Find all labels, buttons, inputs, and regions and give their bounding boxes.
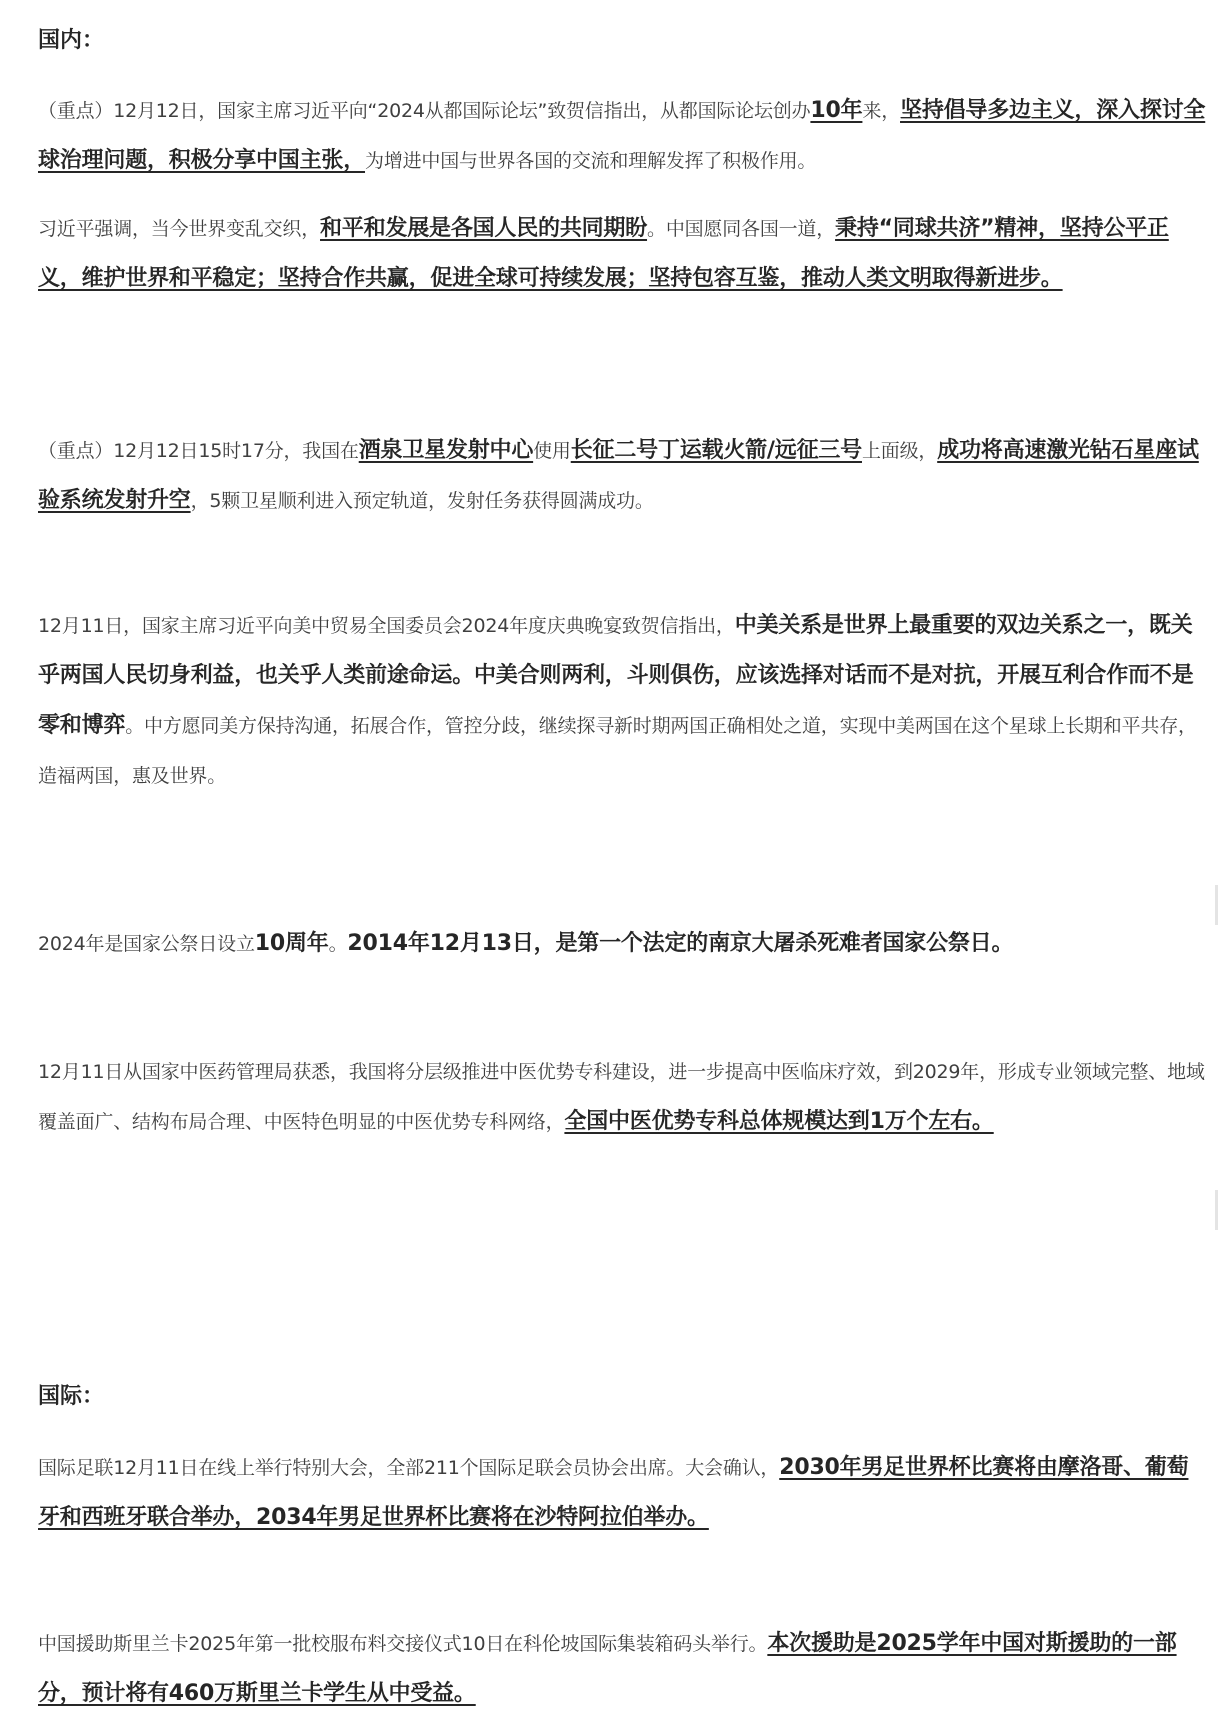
text-segment: 上面级， — [861, 440, 938, 462]
emphasis-underlined: 长征二号丁运载火箭/远征三号 — [570, 438, 862, 463]
section-heading-domestic: 国内： — [38, 28, 105, 53]
emphasis-underlined: 和平和发展是各国人民的共同期盼 — [320, 216, 648, 241]
emphasis-underlined: 秉持“同球共济”精神，坚持公平正义，维护世界和平稳定；坚持合作共赢，促进全球可持续发展；坚持包容互鉴，推动人类文明取得新进步。 — [38, 216, 1169, 291]
text-segment: 12月11日，国家主席习近平向美中贸易全国委员会2024年度庆典晚宴致贺信指出， — [38, 615, 735, 637]
news-item-8 — [38, 1619, 1210, 1719]
news-item-1 — [38, 86, 1210, 186]
emphasis-bold: 2014年12月13日，是第一个法定的南京大屠杀死难者国家公祭日。 — [347, 931, 1014, 956]
emphasis-bold: 中美关系是世界上最重要的双边关系之一，既关乎两国人民切身利益，也关乎人类前途命运。中美合则两利，斗则俱伤，应该选择对话而不是对抗，开展互利合作而不是零和博弈 — [38, 613, 1194, 738]
text-segment: 。中国愿同各国一道， — [647, 218, 836, 240]
news-item-6 — [38, 1047, 1210, 1147]
news-item-7 — [38, 1443, 1210, 1543]
text-segment: ，5颗卫星顺利进入预定轨道，发射任务获得圆满成功。 — [190, 490, 654, 512]
text-segment: 。中方愿同美方保持沟通，拓展合作，管控分歧，继续探寻新时期两国正确相处之道，实现中美两国在这个星球上长期和平共存，造福两国，惠及世界。 — [38, 715, 1197, 787]
section-heading-international: 国际： — [38, 1384, 105, 1409]
text-segment: 为增进中国与世界各国的交流和理解发挥了积极作用。 — [365, 150, 817, 172]
text-segment: 来， — [862, 100, 901, 122]
news-item-2 — [38, 204, 1210, 304]
emphasis-underlined: 2030年男足世界杯比赛将由摩洛哥、葡萄牙和西班牙联合举办，2034年男足世界杯比赛将在沙特阿拉伯举办。 — [38, 1455, 1189, 1530]
text-segment: 习近平强调，当今世界变乱交织， — [38, 218, 321, 240]
emphasis-underlined: 酒泉卫星发射中心 — [358, 438, 534, 463]
text-segment: 。 — [328, 933, 348, 955]
text-segment: （重点）12月12日，国家主席习近平向“2024从都国际论坛”致贺信指出，从都国际论坛创办 — [38, 100, 811, 122]
news-item-5 — [38, 919, 1210, 969]
emphasis-underlined: 10年 — [810, 98, 863, 123]
text-segment: 2024年是国家公祭日设立 — [38, 933, 255, 955]
text-segment: 12月11日从国家中医药管理局获悉，我国将分层级推进中医优势专科建设，进一步提高中医临床疗效，到2029年，形成专业领域完整、地域覆盖面广、结构布局合理、中医特色明显的中医优势专科网络， — [38, 1061, 1205, 1133]
text-segment: （重点）12月12日15时17分，我国在 — [38, 440, 359, 462]
news-item-4 — [38, 601, 1210, 801]
news-item-3 — [38, 426, 1210, 526]
emphasis-bold: 10周年 — [254, 931, 329, 956]
text-segment: 中国援助斯里兰卡2025年第一批校服布料交接仪式10日在科伦坡国际集装箱码头举行。 — [38, 1633, 768, 1655]
text-segment: 使用 — [533, 440, 571, 462]
text-segment: 国际足联12月11日在线上举行特别大会，全部211个国际足联会员协会出席。大会确认， — [38, 1457, 780, 1479]
emphasis-underlined: 全国中医优势专科总体规模达到1万个左右。 — [564, 1109, 994, 1134]
emphasis-underlined: 坚持倡导多边主义，深入探讨全球治理问题，积极分享中国主张， — [38, 98, 1206, 173]
emphasis-underlined: 本次援助是2025学年中国对斯援助的一部分，预计将有460万斯里兰卡学生从中受益。 — [38, 1631, 1177, 1706]
emphasis-underlined: 成功将高速激光钻石星座试验系统发射升空 — [38, 438, 1199, 513]
